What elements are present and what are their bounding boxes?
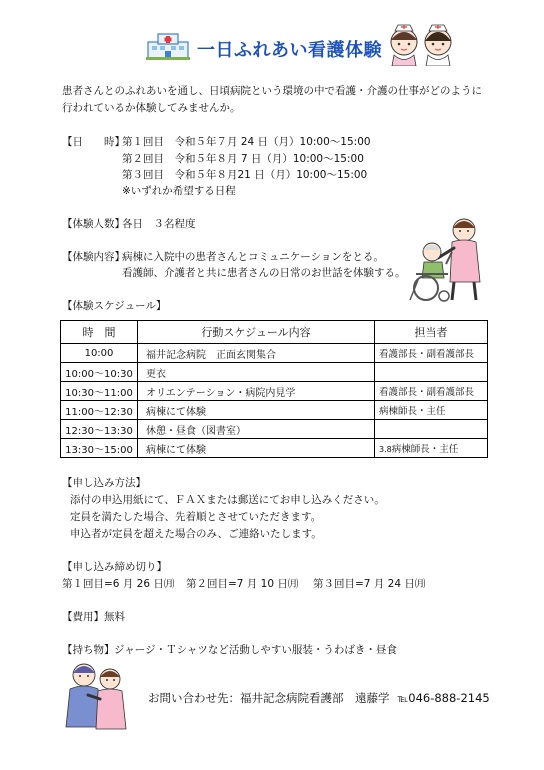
fee-value: 無料 (104, 611, 125, 623)
row-time: 10:30～11:00 (61, 382, 138, 401)
content-label: 【体験内容】 (62, 251, 125, 263)
date-item-2: 第２回目 令和５年８月 7 日（月）10:00～15:00 (122, 153, 364, 165)
row-staff: 看護部長・副看護部長 (375, 382, 488, 401)
row-activity: 福井記念病院 正面玄関集合 (138, 344, 375, 363)
dates-note: ※いずれか希望する日程 (122, 185, 236, 197)
capacity-value: 各日 ３名程度 (122, 218, 196, 230)
application-line-1: 添付の申込用紙にて、ＦＡＸまたは郵送にてお申し込みください。 (70, 494, 385, 506)
staff-prefix: 3.8 (379, 445, 392, 454)
row-staff: 看護部長・副看護部長 (375, 344, 488, 363)
date-item-3: 第３回目 令和５年８月21 日（月）10:00～15:00 (122, 169, 368, 181)
intro-line-1: 患者さんとのふれあいを通し、日頃病院という環境の中で看護・介護の仕事がどのように (62, 85, 482, 97)
row-time: 12:30～13:30 (61, 420, 138, 439)
row-staff (375, 363, 488, 382)
row-time: 11:00～12:30 (61, 401, 138, 420)
deadline-label: 【申し込み締め切り】 (62, 561, 167, 573)
tel-label: ℡ (397, 694, 409, 705)
application-line-2: 定員を満たした場合、先着順とさせていただきます。 (70, 511, 322, 523)
row-staff (375, 420, 488, 439)
row-activity: 病棟にて体験 (138, 439, 375, 458)
dates-label: 【日 時】 (62, 136, 125, 148)
date-item-1: 第１回目 令和５年７月 24 日（月）10:00～15:00 (122, 136, 371, 148)
belongings-label: 【持ち物】 (62, 644, 115, 656)
fee-label: 【費用】 (62, 611, 104, 623)
belongings-value: ジャージ・Ｔシャツなど活動しやすい服装・うわばき・昼食 (114, 644, 397, 656)
table-row (61, 363, 488, 382)
table-row (61, 401, 488, 420)
schedule-label: 【体験スケジュール】 (62, 300, 167, 312)
application-line-3: 申込者が定員を超えた場合のみ、ご連絡いたします。 (70, 528, 322, 540)
row-activity: 病棟にて体験 (138, 401, 375, 420)
deadline-item-1: 第１回目=6 月 26 日㈪ (62, 578, 175, 590)
table-row (61, 439, 488, 458)
intro-line-2: 行われているか体験してみませんか。 (62, 102, 241, 114)
row-time: 10:00～10:30 (61, 363, 138, 382)
row-staff-cell (375, 439, 488, 458)
nurses-illustration (386, 22, 458, 66)
hospital-icon (146, 30, 190, 60)
row-staff: 病棟師長・主任 (375, 401, 488, 420)
row-activity: オリエンテーション・病院内見学 (138, 382, 375, 401)
contact-tel: 046-888-2145 (408, 691, 490, 705)
table-row (61, 344, 488, 363)
table-row (61, 382, 488, 401)
row-time: 13:30～15:00 (61, 439, 138, 458)
contact-info (148, 691, 490, 707)
row-activity: 休憩・昼食（図書室） (138, 420, 375, 439)
contact-prefix: お問い合わせ先：福井記念病院看護部 遠藤学 (148, 691, 390, 705)
row-staff: 病棟師長・主任 (391, 444, 459, 455)
page-title: 一日ふれあい看護体験 (197, 40, 382, 61)
header-time: 時 間 (61, 321, 138, 344)
table-row (61, 420, 488, 439)
row-activity: 更衣 (138, 363, 375, 382)
content-line-2: 看護師、介護者と共に患者さんの日常のお世話を体験する。 (122, 267, 406, 279)
application-label: 【申し込み方法】 (62, 477, 146, 489)
caregiver-elder-illustration (62, 655, 134, 733)
header-staff: 担当者 (375, 321, 488, 344)
table-header-row (61, 321, 488, 344)
row-time: 10:00 (61, 344, 138, 363)
caregiver-wheelchair-illustration (408, 212, 490, 304)
header-activity: 行動スケジュール内容 (138, 321, 375, 344)
capacity-label: 【体験人数】 (62, 218, 125, 230)
content-line-1: 病棟に入院中の患者さんとコミュニケーションをとる。 (122, 251, 384, 263)
deadline-item-2: 第２回目=7 月 10 日㈪ (186, 578, 299, 590)
schedule-table (60, 320, 488, 458)
deadline-item-3: 第３回目=7 月 24 日㈪ (313, 578, 426, 590)
